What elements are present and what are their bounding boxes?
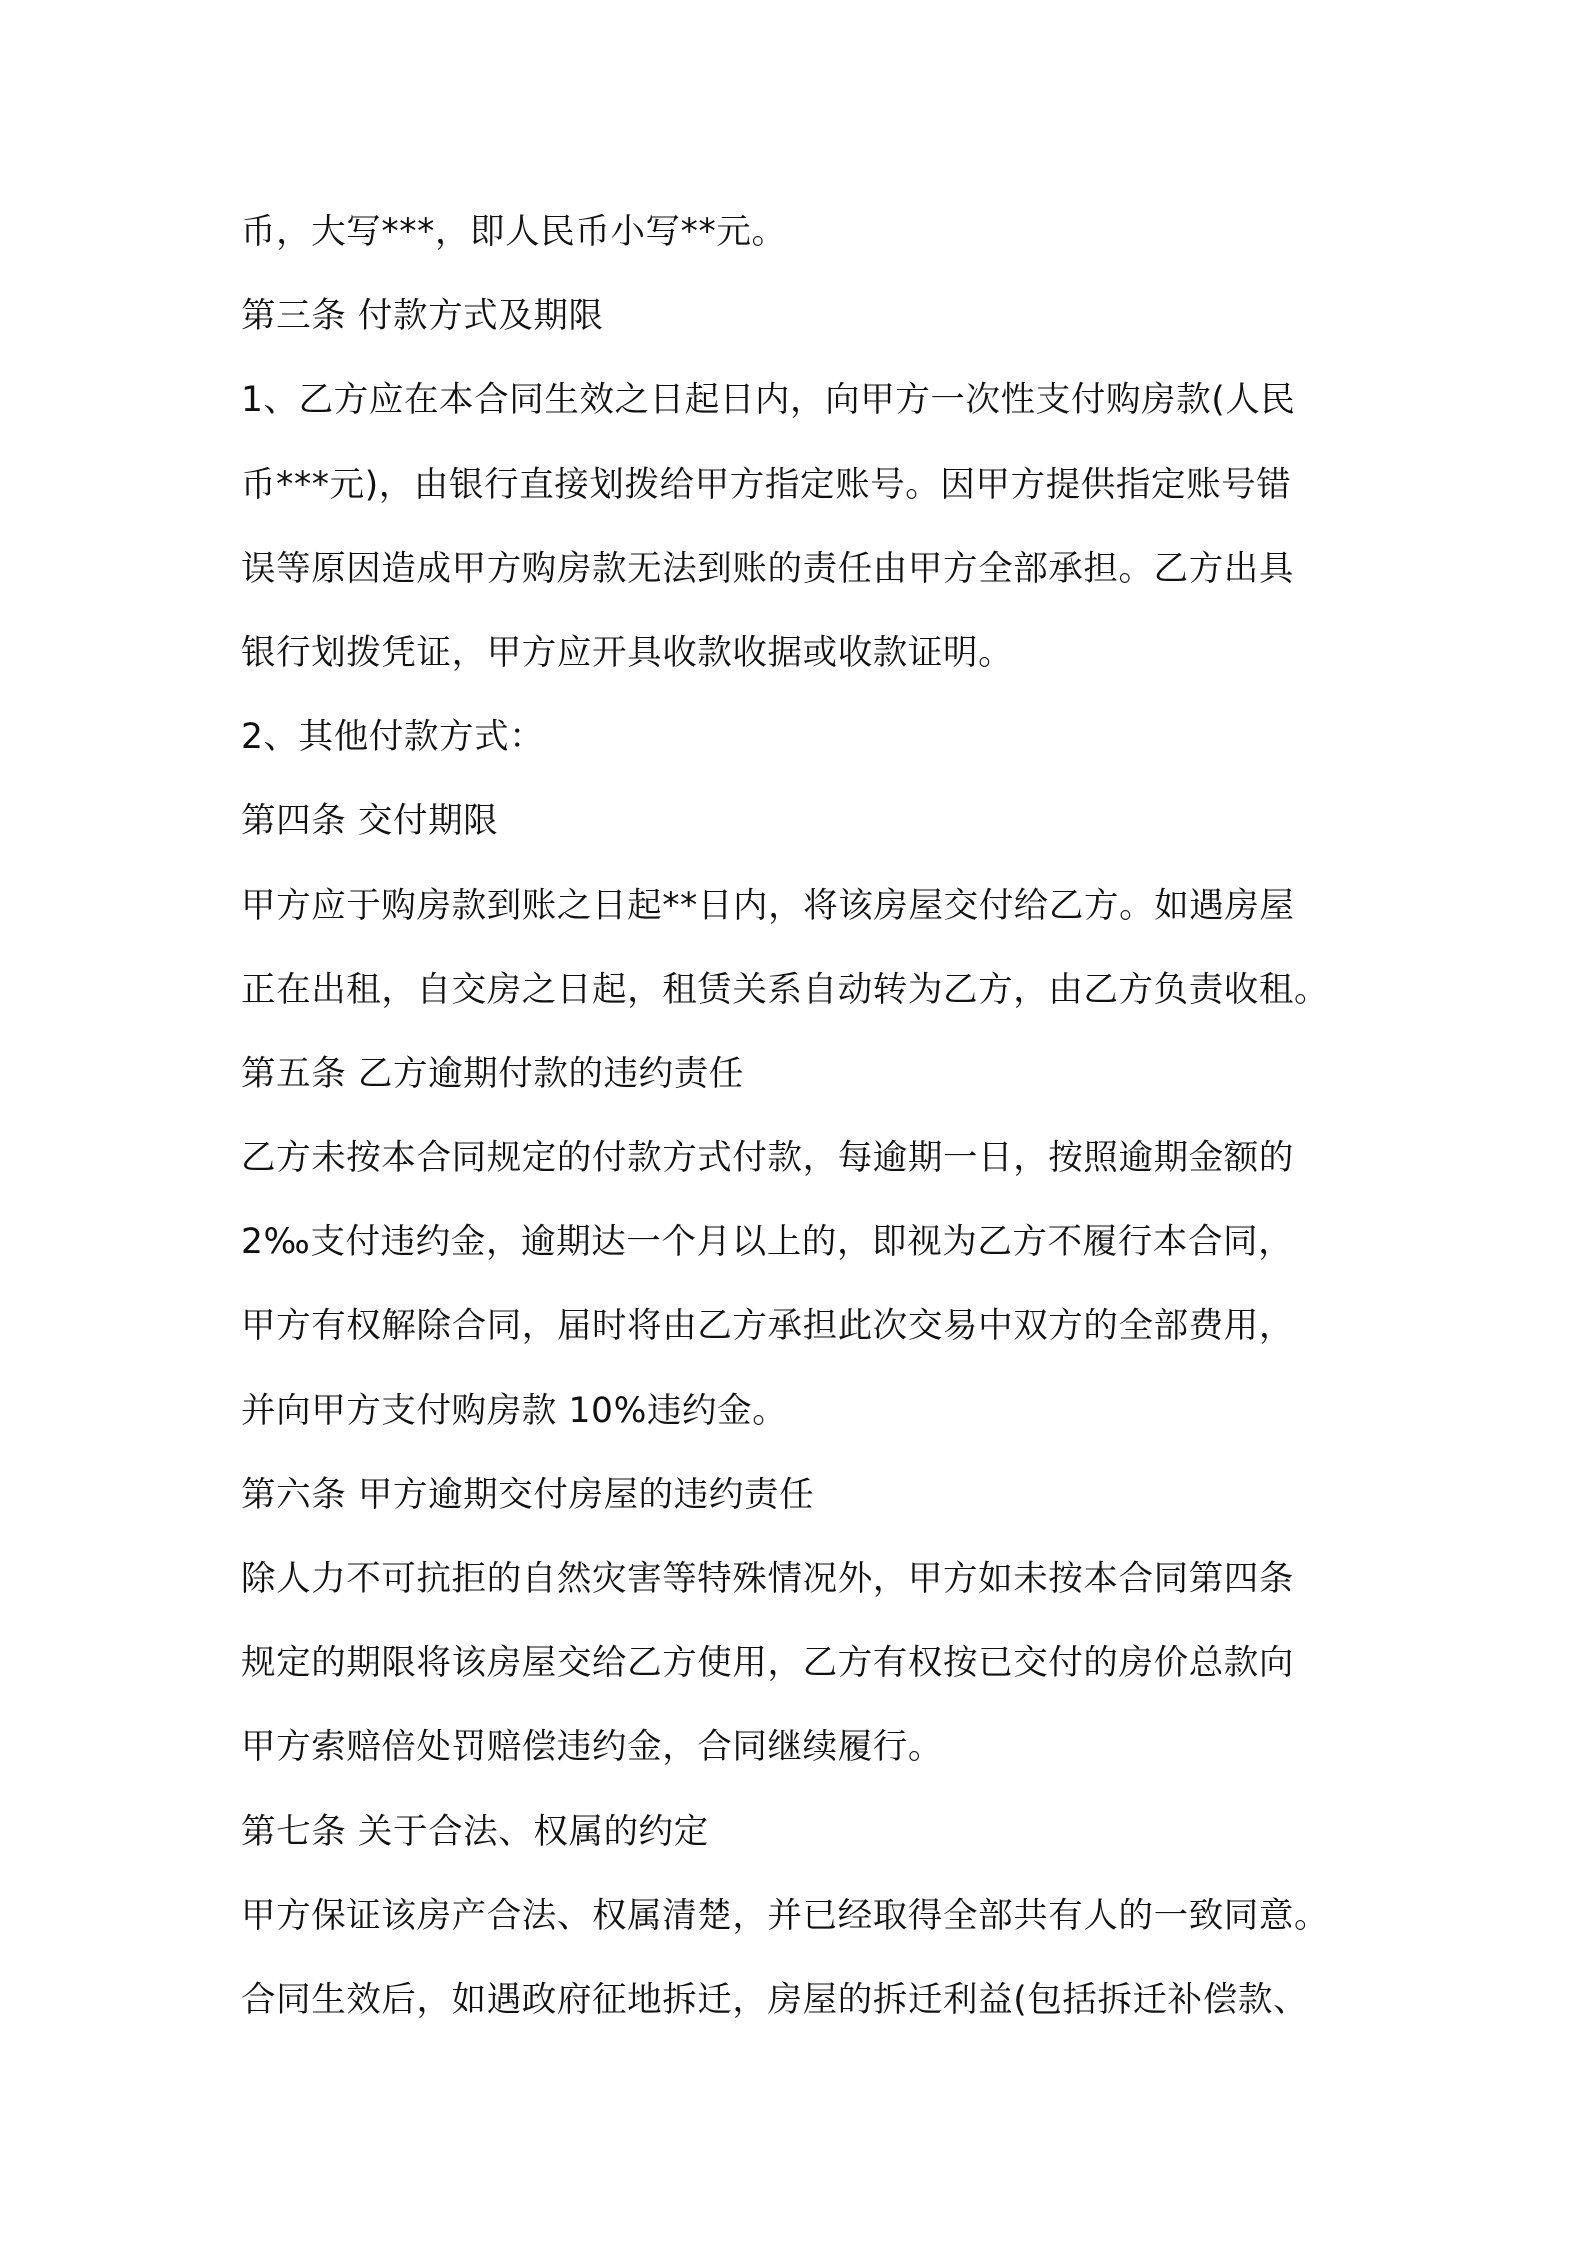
text-line: 乙方未按本合同规定的付款方式付款，每逾期一日，按照逾期金额的 <box>241 1138 1294 1179</box>
text-line: 甲方有权解除合同，届时将由乙方承担此次交易中双方的全部费用， <box>241 1306 1294 1347</box>
text-line: 规定的期限将该房屋交给乙方使用，乙方有权按已交付的房价总款向 <box>241 1643 1294 1684</box>
text-line: 并向甲方支付购房款 10%违约金。 <box>241 1390 788 1431</box>
article-7-heading: 第七条 关于合法、权属的约定 <box>241 1811 709 1852</box>
text-line: 币，大写***，即人民币小写**元。 <box>241 212 787 252</box>
article-3-heading: 第三条 付款方式及期限 <box>241 296 604 337</box>
text-line: 币***元)，由银行直接划拨给甲方指定账号。因甲方提供指定账号错 <box>241 464 1292 505</box>
text-line: 甲方应于购房款到账之日起**日内，将该房屋交付给乙方。如遇房屋 <box>241 885 1295 926</box>
article-6-heading: 第六条 甲方逾期交付房屋的违约责任 <box>241 1474 815 1515</box>
text-line: 甲方索赔倍处罚赔偿违约金，合同继续履行。 <box>241 1727 943 1768</box>
text-line: 误等原因造成甲方购房款无法到账的责任由甲方全部承担。乙方出具 <box>241 548 1294 589</box>
text-line: 银行划拨凭证，甲方应开具收款收据或收款证明。 <box>241 632 1014 673</box>
text-line: 正在出租，自交房之日起，租赁关系自动转为乙方，由乙方负责收租。 <box>241 969 1330 1010</box>
text-line: 甲方保证该房产合法、权属清楚，并已经取得全部共有人的一致同意。 <box>241 1895 1330 1936</box>
text-line: 2‰支付违约金，逾期达一个月以上的，即视为乙方不履行本合同， <box>241 1222 1294 1263</box>
text-line: 除人力不可抗拒的自然灾害等特殊情况外，甲方如未按本合同第四条 <box>241 1559 1294 1599</box>
contract-body <box>241 190 1356 2042</box>
text-line: 2、其他付款方式： <box>241 717 545 758</box>
article-5-heading: 第五条 乙方逾期付款的违约责任 <box>241 1053 744 1094</box>
text-line: 合同生效后，如遇政府征地拆迁，房屋的拆迁利益(包括拆迁补偿款、 <box>241 1979 1309 2020</box>
article-4-heading: 第四条 交付期限 <box>241 801 499 842</box>
text-line: 1、乙方应在本合同生效之日起日内，向甲方一次性支付购房款(人民 <box>241 380 1296 421</box>
